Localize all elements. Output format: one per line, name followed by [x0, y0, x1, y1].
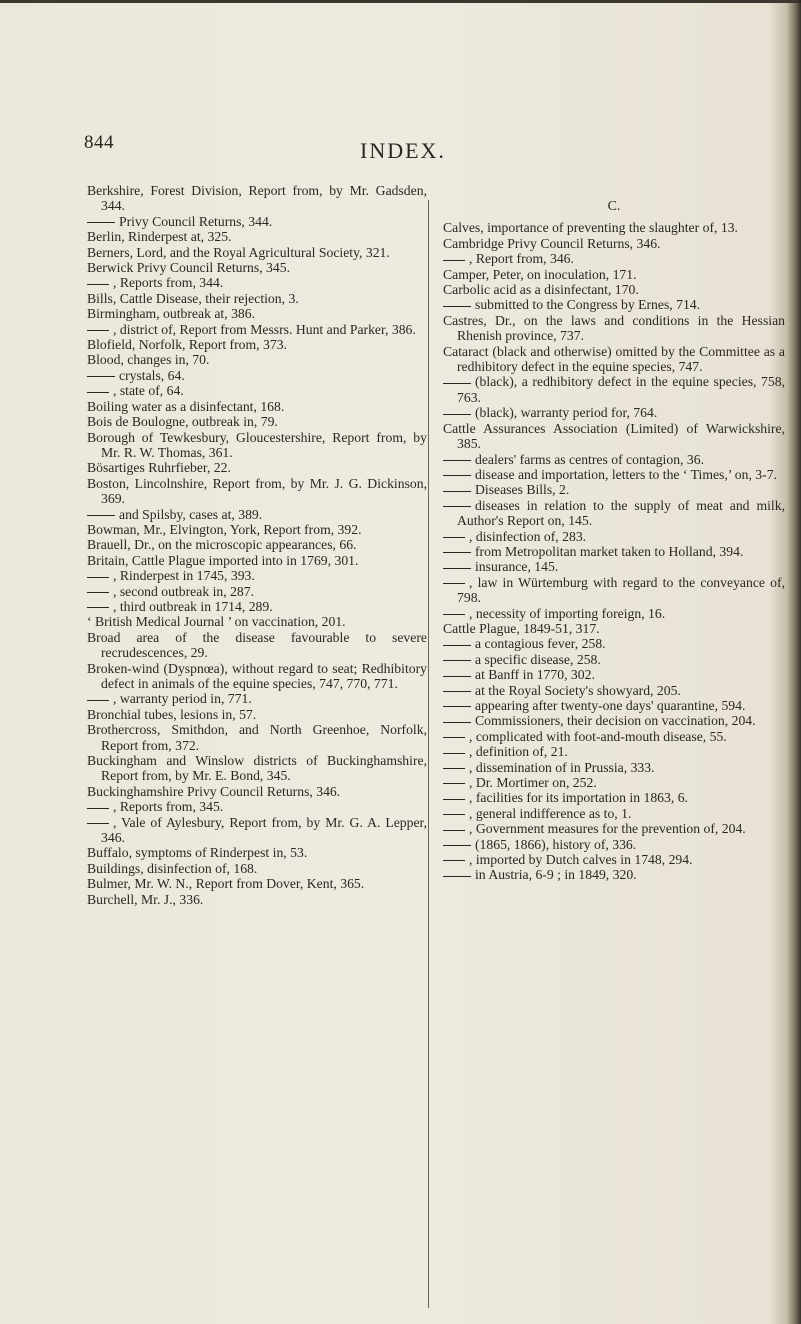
index-subentry [443, 498, 785, 529]
ditto-dash [443, 753, 465, 754]
entry-text: at Banff in 1770, 302. [475, 667, 595, 683]
entry-text: , dissemination of in Prussia, 333. [469, 759, 655, 775]
entry-text: , Dr. Mortimer on, 252. [469, 775, 597, 791]
index-subentry [443, 405, 785, 420]
entry-text: Berwick Privy Council Returns, 345. [87, 260, 291, 276]
ditto-dash [87, 700, 109, 701]
entry-text: Boston, Lincolnshire, Report from, by Mr. J. G. Dickinson, 369. [87, 475, 427, 507]
entry-text: Cattle Assurances Association (Limited) of Warwickshire, 385. [443, 420, 785, 452]
index-entry [443, 421, 785, 452]
ditto-dash [443, 414, 471, 415]
index-entry [87, 183, 427, 214]
ditto-dash [443, 475, 471, 476]
index-subentry [443, 467, 785, 482]
ditto-dash [443, 845, 471, 846]
index-subentry [443, 713, 785, 728]
index-subentry [443, 606, 785, 621]
index-subentry [443, 667, 785, 682]
index-entry [87, 430, 427, 461]
index-subentry [87, 507, 427, 522]
entry-text: , warranty period in, 771. [113, 691, 252, 707]
index-entry [87, 414, 427, 429]
entry-text: , Vale of Aylesbury, Report from, by Mr. G. A. Lepper, 346. [101, 814, 427, 846]
entry-text: Diseases Bills, 2. [475, 482, 570, 498]
ditto-dash [87, 577, 109, 578]
ditto-dash [443, 706, 471, 707]
entry-text: and Spilsby, cases at, 389. [119, 506, 263, 522]
page-top-border [0, 0, 801, 3]
index-entry [87, 399, 427, 414]
ditto-dash [87, 376, 115, 377]
entry-text: Bösartiges Ruhrfieber, 22. [87, 460, 231, 476]
entry-text: Carbolic acid as a disinfectant, 170. [443, 282, 639, 298]
index-entry [87, 661, 427, 692]
ditto-dash [87, 515, 115, 516]
entry-text: from Metropolitan market taken to Holland, 394. [475, 543, 744, 559]
entry-text: , necessity of importing foreign, 16. [469, 605, 666, 621]
index-entry [87, 522, 427, 537]
index-entry [443, 220, 785, 235]
entry-text: insurance, 145. [475, 559, 559, 575]
index-subentry [443, 775, 785, 790]
ditto-dash [87, 592, 109, 593]
ditto-dash [443, 691, 471, 692]
entry-text: Boiling water as a disinfectant, 168. [87, 398, 285, 414]
entry-text: crystals, 64. [119, 367, 185, 383]
ditto-dash [443, 552, 471, 553]
entry-text: (black), a redhibitory defect in the equine species, 758, 763. [457, 374, 785, 405]
entry-text: appearing after twenty-one days' quarantine, 594. [475, 698, 746, 713]
index-subentry [443, 482, 785, 497]
entry-text: a contagious fever, 258. [475, 636, 606, 652]
index-subentry [443, 544, 785, 559]
entry-text: Brauell, Dr., on the microscopic appearances, 66. [87, 537, 357, 553]
entry-text: Bowman, Mr., Elvington, York, Report from, 392. [87, 521, 362, 537]
index-entry [87, 630, 427, 661]
index-subentry [443, 821, 785, 836]
entry-text: Cataract (black and otherwise) omitted by the Committee as a redhibitory defect in the equine species, 747. [443, 343, 785, 375]
index-entry [443, 344, 785, 375]
ditto-dash [443, 491, 471, 492]
ditto-dash [87, 330, 109, 331]
index-entry [87, 876, 427, 891]
index-subentry [443, 636, 785, 651]
index-subentry [443, 683, 785, 698]
entry-text: Borough of Tewkesbury, Gloucestershire, Report from, by Mr. R. W. Thomas, 361. [87, 429, 427, 460]
column-divider [428, 200, 429, 1308]
entry-text: , disinfection of, 283. [469, 528, 587, 544]
entry-text: Buckingham and Winslow districts of Buckinghamshire, Report from, by Mr. E. Bond, 345. [87, 753, 427, 784]
ditto-dash [443, 830, 465, 831]
index-subentry [87, 599, 427, 614]
ditto-dash [443, 506, 471, 507]
ditto-dash [443, 814, 465, 815]
ditto-dash [443, 799, 465, 800]
page-number: 844 [84, 132, 114, 153]
index-subentry [443, 806, 785, 821]
entry-text: Birmingham, outbreak at, 386. [87, 306, 256, 322]
index-entry [87, 337, 427, 352]
ditto-dash [443, 260, 465, 261]
entry-text: Cambridge Privy Council Returns, 346. [443, 235, 661, 251]
index-subentry [87, 799, 427, 814]
index-entry [87, 245, 427, 260]
entry-text: disease and importation, letters to the ‘ Times,’ on, 3-7. [475, 466, 777, 482]
index-entry [443, 313, 785, 344]
binding-shadow [787, 0, 801, 1324]
index-entry [87, 861, 427, 876]
index-entry [443, 621, 785, 636]
entry-text: Burchell, Mr. J., 336. [87, 891, 204, 907]
entry-text: Berkshire, Forest Division, Report from, by Mr. Gadsden, 344. [87, 183, 427, 214]
entry-text: , complicated with foot-and-mouth disease, 55. [469, 728, 727, 744]
index-subentry [443, 575, 785, 606]
ditto-dash [443, 568, 471, 569]
entry-text: Bois de Boulogne, outbreak in, 79. [87, 414, 278, 430]
entry-text: Privy Council Returns, 344. [119, 213, 273, 229]
index-entry [87, 845, 427, 860]
index-entry [87, 260, 427, 275]
entry-text: Broad area of the disease favourable to severe recrudescences, 29. [87, 629, 427, 661]
ditto-dash [443, 660, 471, 661]
entry-text: , district of, Report from Messrs. Hunt and Parker, 386. [113, 321, 416, 337]
index-subentry [443, 698, 785, 713]
index-subentry [443, 297, 785, 312]
ditto-dash [443, 537, 465, 538]
entry-text: , second outbreak in, 287. [113, 583, 255, 599]
section-letter: C. [607, 199, 621, 214]
index-entry [87, 306, 427, 321]
entry-text: at the Royal Society's showyard, 205. [475, 682, 681, 698]
entry-text: , imported by Dutch calves in 1748, 294. [469, 852, 693, 868]
entry-text: Broken-wind (Dyspnœa), without regard to seat; Redhibitory defect in animals of the equine species, 747, 770, 771. [87, 660, 427, 691]
index-subentry [443, 760, 785, 775]
entry-text: , general indifference as to, 1. [469, 805, 632, 821]
ditto-dash [443, 722, 471, 723]
ditto-dash [443, 583, 465, 584]
index-entry [87, 291, 427, 306]
index-entry [87, 229, 427, 244]
index-subentry [443, 452, 785, 467]
index-subentry [87, 691, 427, 706]
entry-text: Cattle Plague, 1849-51, 317. [443, 620, 600, 636]
index-subentry [443, 852, 785, 867]
entry-text: Berlin, Rinderpest at, 325. [87, 229, 232, 245]
entry-text: , Report from, 346. [469, 251, 574, 267]
index-subentry [87, 584, 427, 599]
index-entry [87, 476, 427, 507]
entry-text: ‘ British Medical Journal ’ on vaccination, 201. [87, 614, 346, 630]
ditto-dash [443, 737, 465, 738]
index-subentry [443, 529, 785, 544]
ditto-dash [87, 222, 115, 223]
entry-text: , Reports from, 344. [113, 275, 224, 291]
ditto-dash [443, 306, 471, 307]
ditto-dash [87, 284, 109, 285]
index-entry [87, 352, 427, 367]
ditto-dash [443, 768, 465, 769]
entry-text: Berners, Lord, and the Royal Agricultural Society, 321. [87, 244, 390, 260]
entry-text: Bills, Cattle Disease, their rejection, 3. [87, 290, 299, 306]
ditto-dash [87, 607, 109, 608]
ditto-dash [443, 645, 471, 646]
index-subentry [443, 729, 785, 744]
entry-text: , Government measures for the prevention of, 204. [469, 821, 746, 837]
index-entry [87, 553, 427, 568]
entry-text: , definition of, 21. [469, 744, 568, 760]
entry-text: submitted to the Congress by Ernes, 714. [475, 297, 701, 313]
entry-text: (black), warranty period for, 764. [475, 405, 658, 421]
entry-text: Bronchial tubes, lesions in, 57. [87, 706, 257, 722]
entry-text: Buildings, disinfection of, 168. [87, 860, 258, 876]
entry-text: (1865, 1866), history of, 336. [475, 836, 637, 852]
index-entry [87, 707, 427, 722]
index-subentry [87, 214, 427, 229]
ditto-dash [443, 783, 465, 784]
index-entry [443, 267, 785, 282]
ditto-dash [443, 614, 465, 615]
entry-text: , state of, 64. [113, 383, 184, 399]
index-entry [87, 537, 427, 552]
entry-text: , facilities for its importation in 1863, 6. [469, 790, 688, 806]
index-subentry [443, 744, 785, 759]
entry-text: diseases in relation to the supply of meat and milk, Author's Report on, 145. [457, 497, 785, 529]
index-subentry [443, 652, 785, 667]
ditto-dash [87, 808, 109, 809]
ditto-dash [87, 392, 109, 393]
entry-text: Bulmer, Mr. W. N., Report from Dover, Kent, 365. [87, 876, 365, 892]
entry-text: a specific disease, 258. [475, 651, 601, 667]
index-entry [443, 282, 785, 297]
index-subentry [87, 815, 427, 846]
index-subentry [87, 368, 427, 383]
ditto-dash [443, 460, 471, 461]
index-subentry [443, 251, 785, 266]
entry-text: , law in Würtemburg with regard to the conveyance of, 798. [457, 574, 785, 606]
index-subentry [87, 275, 427, 290]
running-head: INDEX. [360, 138, 446, 163]
index-subentry [87, 383, 427, 398]
entry-text: , third outbreak in 1714, 289. [113, 598, 273, 614]
index-entry [87, 460, 427, 475]
ditto-dash [443, 876, 471, 877]
ditto-dash [87, 823, 109, 824]
entry-text: in Austria, 6-9 ; in 1849, 320. [475, 867, 637, 883]
index-subentry [443, 790, 785, 805]
index-entry [87, 722, 427, 753]
ditto-dash [443, 860, 465, 861]
entry-text: , Reports from, 345. [113, 799, 224, 815]
index-column-left [87, 183, 427, 907]
index-entry [87, 784, 427, 799]
index-entry [87, 892, 427, 907]
entry-text: Brothercross, Smithdon, and North Greenhoe, Norfolk, Report from, 372. [87, 722, 427, 753]
index-entry [87, 753, 427, 784]
index-entry [87, 614, 427, 629]
index-entry [443, 236, 785, 251]
index-subentry [443, 867, 785, 882]
entry-text: , Rinderpest in 1745, 393. [113, 568, 255, 584]
entry-text: Commissioners, their decision on vaccination, 204. [475, 713, 756, 729]
ditto-dash [443, 676, 471, 677]
entry-text: Buffalo, symptoms of Rinderpest in, 53. [87, 845, 308, 861]
index-subentry [87, 568, 427, 583]
index-subentry [443, 559, 785, 574]
index-subentry [87, 322, 427, 337]
entry-text: Camper, Peter, on inoculation, 171. [443, 266, 637, 282]
ditto-dash [443, 383, 471, 384]
entry-text: Britain, Cattle Plague imported into in 1769, 301. [87, 552, 359, 568]
index-column-right [443, 199, 785, 883]
entry-text: Blood, changes in, 70. [87, 352, 210, 368]
index-subentry [443, 837, 785, 852]
entry-text: Buckinghamshire Privy Council Returns, 346. [87, 783, 341, 799]
entry-text: Blofield, Norfolk, Report from, 373. [87, 337, 287, 353]
entry-text: Calves, importance of preventing the slaughter of, 13. [443, 220, 738, 236]
index-subentry [443, 374, 785, 405]
entry-text: Castres, Dr., on the laws and conditions in the Hessian Rhenish province, 737. [443, 312, 785, 344]
entry-text: dealers' farms as centres of contagion, 36. [475, 451, 704, 467]
